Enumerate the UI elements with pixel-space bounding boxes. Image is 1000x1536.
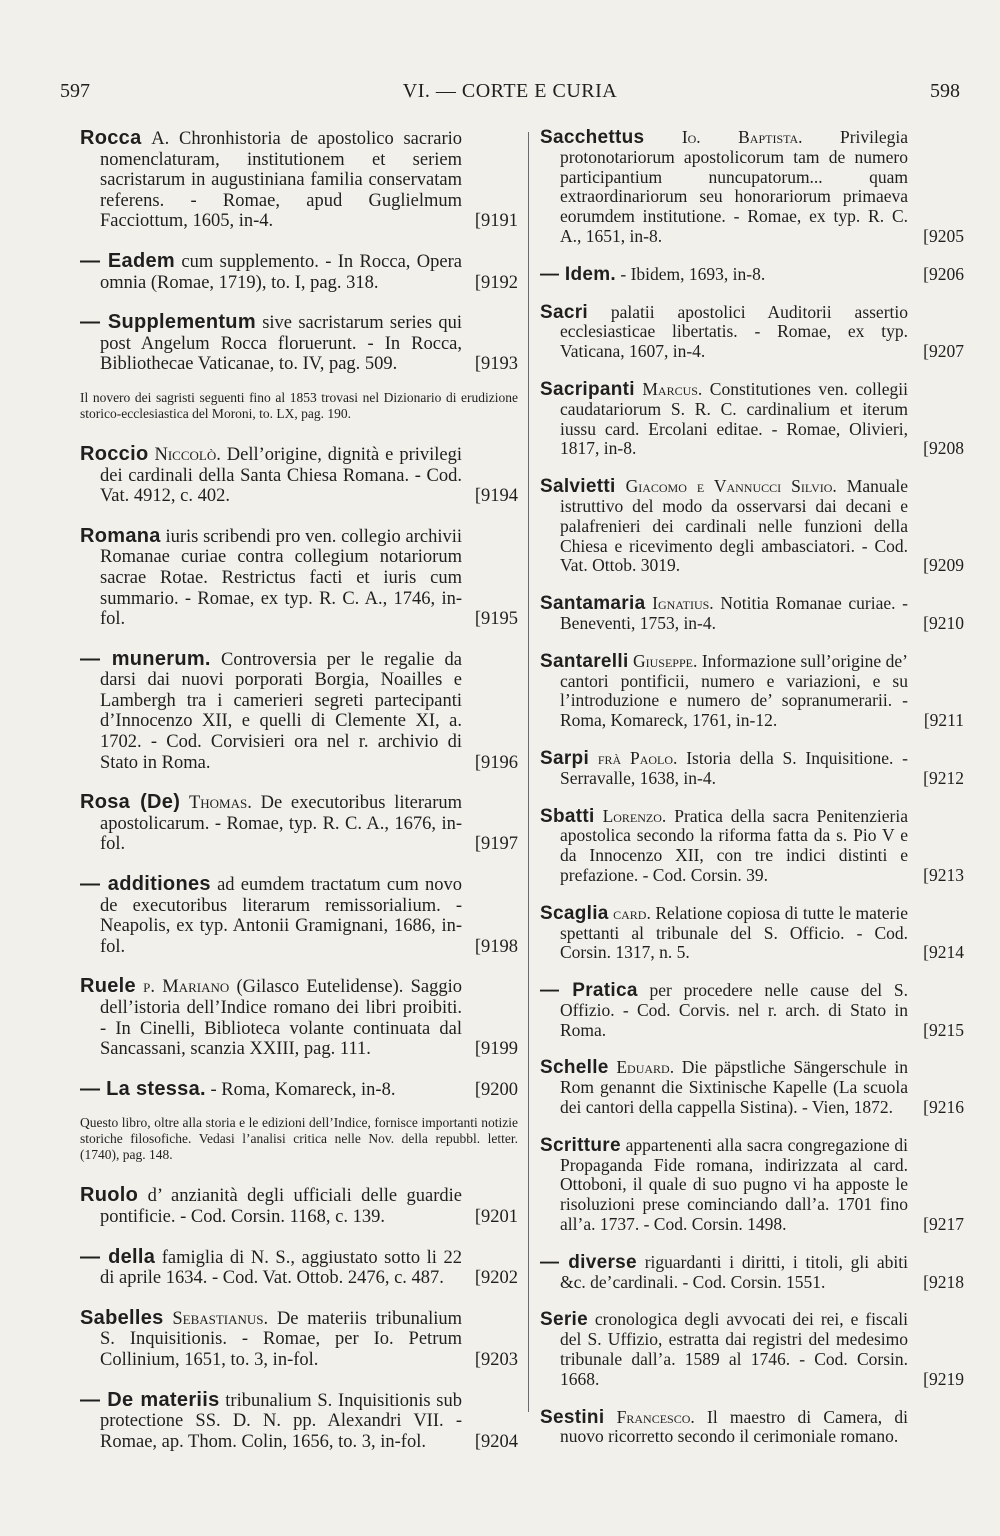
entry-headword: Rocca [80,127,142,149]
entry-body [540,1136,964,1235]
entry-body [540,265,964,285]
bibliography-entry [540,1058,964,1117]
bibliography-entry [540,749,964,789]
entry-body [80,976,518,1059]
entry-body [80,874,518,957]
entry-body [80,128,518,232]
bibliography-entry [540,303,964,362]
entry-body [540,477,964,576]
entry-author: Ignatius. [652,593,714,614]
entry-headword: Ruele [80,975,136,998]
entry-number: [9195 [474,609,518,630]
entry-text: Privilegia protonotariorum apostolicorum tam de numero participantium nuncupatorum... quam extraordinariorum seu honorariorum primaeva eorumdem institutione. - Romae, ex typ. R. C. A., 1651, in-8. [560,127,909,246]
entry-number: [9216 [923,1097,964,1118]
bibliography-entry [80,874,518,957]
entry-text: ad eumdem tractatum cum novo de executoribus literarum remissorialium. - Neapolis, ex typ. Antonii Gramignani, 1686, in-fol. [100,875,462,957]
entry-body [80,526,518,630]
entry-author: A. [151,129,170,149]
entry-text: Controversia per le regalie da darsi dai nuovi porporati Borgia, Noailles e Lambergh tra i camerieri segreti partecipanti d’Innocenzo XII, e quelli di Clemente XI, a. 1702. - Cod. Corvisieri ora nel r. archivio di Stato in Roma. [100,649,463,773]
entry-author: Niccolò. [154,444,221,465]
entry-number: [9217 [923,1214,964,1235]
bibliography-entry [540,380,964,459]
entry-text: sive sacristarum series qui post Angelum Rocca floruerunt. - In Rocca, Bibliothecae Vaticanae, to. IV, pag. 509. [100,313,462,375]
bibliography-entry [80,1390,518,1453]
entry-number: [9210 [923,612,964,633]
bibliography-entry [80,444,518,507]
entry-number: [9213 [923,864,964,885]
entry-text: Constitutiones ven. collegii caudatariorum S. R. C. cardinalium et iterum iussu card. Ercolani editae. - Romae, Olivieri, 1817, in-8. [560,378,909,459]
entry-text: Manuale istruttivo del modo da osservarsi dai decani e palafrenieri dei cardinali nelle funzioni della Chiesa e ricevimento degli ambasciatori. - Cod. Vat. Ottob. 3019. [560,476,909,576]
entry-author: Giuseppe. [633,650,698,671]
bibliography-entry [80,976,518,1059]
bibliography-entry [540,1253,964,1293]
entry-text: Notitia Romanae curiae. - Beneventi, 1753, in-4. [560,593,908,633]
entry-body [540,1253,964,1293]
entry-headword: — della [80,1245,156,1268]
bibliography-entry [540,1408,964,1448]
entry-text: riguardanti i diritti, i titoli, gli abiti &c. de’cardinali. - Cod. Corsin. 1551. [560,1251,909,1292]
entry-body [80,1390,518,1453]
entry-number: [9211 [923,710,964,731]
entry-headword: Sabelles [80,1306,164,1329]
entry-text: appartenenti alla sacra congregazione di Propaganda Fide romana, indirizzata al card. Ottoboni, il quale di suo pugno vi ha apposte le risoluzioni prese cominciando dall’a. 1701 fino all’a. 1737. - Cod. Corsin. 1498. [560,1134,908,1235]
entry-text: per procedere nelle cause del S. Offizio. - Cod. Corvis. nel r. arch. di Stato in Roma. [560,980,908,1040]
entry-body [540,594,964,634]
page-number-left: 597 [60,80,90,102]
entry-headword: Santarelli [540,650,629,672]
entry-number: [9197 [474,834,518,855]
entry-text: (Gilasco Eutelidense). Saggio dell’istoria dell’Indice romano dei libri proibiti. - In Cinelli, Biblioteca volante continuata dal Sancassani, scanzia XXIII, pag. 111. [100,977,462,1060]
bibliography-entry [80,1308,518,1371]
entry-headword: Sestini [540,1406,605,1428]
running-title: VI. — CORTE E CURIA [402,80,618,102]
entry-body [80,1079,518,1101]
entry-text: Il maestro di Camera, di nuovo ricorretto secondo il cerimoniale romano. [560,1406,909,1447]
entry-body [80,1185,518,1227]
entry-headword: Roccio [80,442,149,465]
entry-number: [9205 [923,225,964,246]
entry-number: [9193 [474,354,518,375]
entry-text: Die päpstliche Sängerschule in Rom genannt die Sixtinische Kapelle (La scuola dei cantori della cappella Sistina). - Vien, 1872. [560,1057,909,1118]
right-column [540,128,964,1465]
entry-body [540,904,964,963]
bibliography-entry [540,265,964,285]
bibliography-entry [80,128,518,232]
entry-text: famiglia di N. S., aggiustato sotto li 22 di aprile 1634. - Cod. Vat. Ottob. 2476, c. 487. [100,1247,463,1289]
entry-body [540,128,964,247]
entry-headword: — De materiis [80,1388,220,1411]
entry-author: Thomas. [188,793,252,814]
entry-body [540,380,964,459]
entry-note: Il novero dei sagristi seguenti fino al 1853 trovasi nel Dizionario di erudizione storico-ecclesiastica del Moroni, to. LX, pag. 190. [80,389,518,421]
entry-number: [9199 [474,1039,518,1060]
entry-number: [9204 [474,1431,518,1452]
entry-text: Chronhistoria de apostolico sacrario nomenclaturam, institutionem et seriem sacristarum in augustiniana familia conservatam referens. - Romae, apud Guglielmum Facciottum, 1605, in-4. [100,129,462,232]
entry-number: [9194 [474,486,518,507]
entry-number: [9191 [474,211,518,232]
entry-body [80,444,518,507]
bibliography-entry [80,526,518,630]
entry-text: palatii apostolici Auditorii assertio ecclesiasticae libertatis. - Romae, ex typ. Vaticana, 1607, in-4. [560,301,909,362]
entry-text: d’ anzianità degli ufficiali delle guardie pontificie. - Cod. Corsin. 1168, c. 139. [100,1186,463,1227]
entry-headword: Sarpi [540,747,590,769]
entry-headword: — Eadem [80,249,176,272]
bibliography-entry [540,1136,964,1235]
entry-headword: Ruolo [80,1184,139,1207]
bibliography-entry [540,477,964,576]
entry-headword: — additiones [80,873,211,896]
entry-number: [9212 [923,767,964,788]
entry-author: frà Paolo. [597,747,678,768]
entry-headword: — Idem. [540,263,617,285]
entry-headword: — La stessa. [80,1077,206,1100]
entry-headword: — diverse [540,1251,637,1273]
entry-headword: — Pratica [540,980,638,1002]
entry-headword: — Supplementum [80,311,256,334]
entry-headword: Santamaria [540,593,646,615]
entry-number: [9219 [923,1368,964,1389]
entry-text: tribunalium S. Inquisitionis sub protectione SS. D. N. pp. Alexandri VII. - Romae, ap. Thom. Colin, 1656, to. 3, in-fol. [100,1390,462,1452]
bibliography-entry [80,792,518,855]
entry-body [540,1058,964,1117]
entry-number: [9202 [474,1268,518,1289]
entry-headword: Sbatti [540,805,595,827]
entry-number: [9215 [923,1019,964,1040]
left-column [80,128,518,1471]
entry-headword: Scritture [540,1134,621,1156]
entry-text: Istoria della S. Inquisitione. - Serravalle, 1638, in-4. [560,747,909,788]
bibliography-entry [80,649,518,774]
entry-text: cronologica degli avvocati dei rei, e fiscali del S. Uffizio, estratta dai registri del medesimo tribunale dall’a. 1589 al 1746. - Cod. Corsin. 1668. [560,1309,909,1389]
entry-author: Sebastianus. [172,1308,269,1329]
entry-body [540,981,964,1040]
entry-number: [9209 [923,555,964,576]
entry-body [80,649,518,774]
entry-number: [9207 [923,341,964,362]
entry-headword: Scaglia [540,902,609,924]
entry-body [540,749,964,789]
entry-author: Lorenzo. [602,805,667,826]
bibliography-entry [540,1310,964,1389]
bibliography-entry [540,594,964,634]
entry-text: Pratica della sacra Penitenzieria apostolica secondo la riforma fatta da s. Pio V e da Innocenzo XII, con tre indici distinti e prefazione. - Cod. Corsin. 39. [560,805,909,885]
entry-headword: — munerum. [80,647,211,670]
entry-text: Relatione copiosa di tutte le materie spettanti al tribunale del S. Officio. - Cod. Corsin. 1317, n. 5. [560,902,909,963]
entry-body [540,807,964,886]
entry-number: [9218 [923,1271,964,1292]
entry-headword: Schelle [540,1057,609,1079]
entry-text: - Roma, Komareck, in-8. [210,1079,396,1100]
entry-text: Dell’origine, dignità e privilegi dei cardinali della Santa Chiesa Romana. - Cod. Vat. 4912, c. 402. [100,444,463,507]
entry-body [80,312,518,375]
entry-number: [9214 [923,942,964,963]
entry-body [540,1408,964,1448]
entry-author: p. Mariano [143,977,230,998]
entry-author: card. [613,902,651,923]
entry-author: Francesco. [616,1406,695,1427]
entry-number: [9192 [474,272,518,293]
entry-body [540,303,964,362]
entry-note: Questo libro, oltre alla storia e le edizioni dell’Indice, fornisce importanti notizie storiche filosofiche. Vedasi l’analisi critica nelle Nov. della repubbl. letter. (1740), pag. 148. [80,1115,518,1163]
entry-headword: Sacri [540,301,588,323]
bibliography-entry [540,128,964,247]
entry-headword: Rosa (De) [80,791,181,814]
bibliography-entry [80,312,518,375]
entry-headword: Serie [540,1309,588,1331]
page-number-right: 598 [930,80,960,102]
entry-body [80,792,518,855]
entry-text: De materiis tribunalium S. Inquisitionis. - Romae, per Io. Petrum Collinium, 1651, to. 3, in-fol. [100,1308,462,1370]
entry-headword: Sacripanti [540,378,635,400]
entry-headword: Salvietti [540,476,616,498]
entry-text: De executoribus literarum apostolicarum. - Romae, typ. R. C. A., 1676, in-fol. [100,793,463,855]
bibliography-entry [540,904,964,963]
entry-author: Marcus. [642,378,703,399]
entry-body [80,251,518,293]
entry-number: [9196 [474,752,518,773]
entry-headword: Sacchettus [540,127,645,148]
entry-body [80,1247,518,1289]
column-divider [528,132,529,1412]
entry-text: - Ibidem, 1693, in-8. [620,263,766,284]
bibliography-entry [80,1079,518,1101]
bibliography-entry [540,981,964,1040]
bibliography-entry [540,652,964,731]
entry-body [540,1310,964,1389]
entry-text: Informazione sull’origine de’ cantori pontificii, numero e variazioni, e su l’introduzione e numero de’ sopranumerarii. - Roma, Komareck, 1761, in-12. [560,650,908,731]
entry-headword: Romana [80,524,161,547]
entry-body [540,652,964,731]
entry-author: Io. Baptista. [681,127,803,147]
bibliography-entry [80,251,518,293]
page-header [60,80,960,114]
entry-body [80,1308,518,1371]
entry-text: cum supplemento. - In Rocca, Opera omnia (Romae, 1719), to. I, pag. 318. [100,251,462,293]
bibliography-entry [80,1185,518,1227]
entry-author: Eduard. [616,1057,675,1078]
entry-number: [9203 [474,1349,518,1370]
entry-number: [9200 [474,1079,518,1100]
entry-number: [9208 [923,438,964,459]
bibliography-entry [540,807,964,886]
entry-author: Giacomo e Vannucci Silvio. [625,476,837,497]
entry-number: [9206 [923,263,964,284]
entry-text: iuris scribendi pro ven. collegio archivii Romanae curiae contra collegium notariorum sacrae Rotae. Restrictus facti et iuris cum summario. - Romae, ex typ. R. C. A., 1746, in-fol. [100,526,462,630]
entry-number: [9198 [474,936,518,957]
bibliography-entry [80,1247,518,1289]
entry-number: [9201 [474,1206,518,1227]
